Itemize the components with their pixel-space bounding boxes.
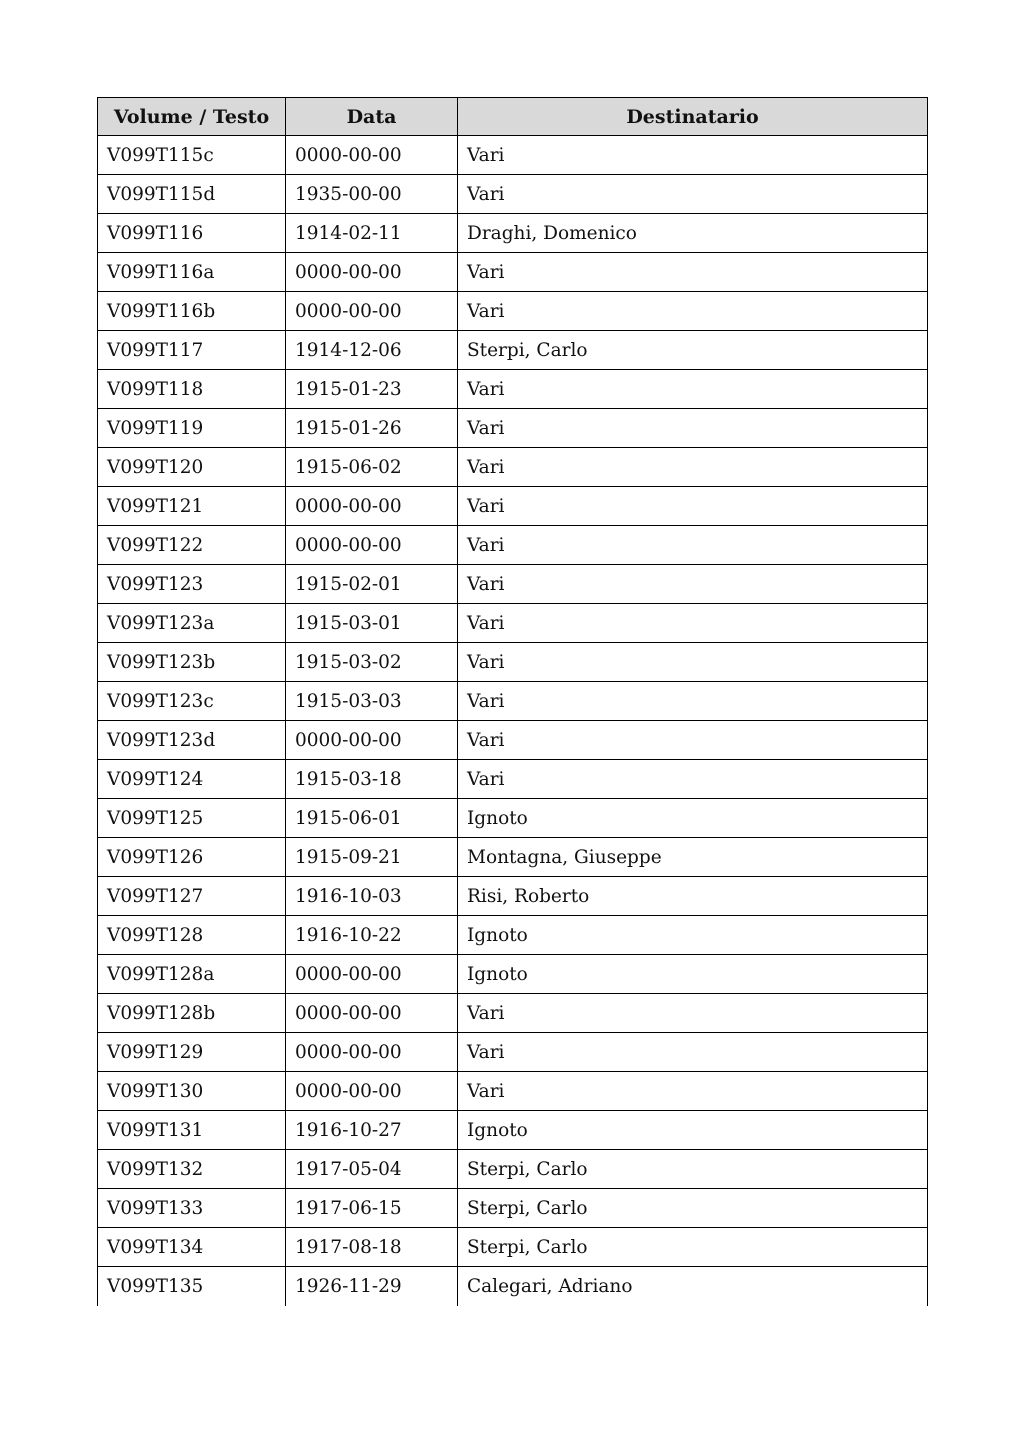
cell-volume: V099T133: [98, 1189, 286, 1228]
cell-date: 0000-00-00: [286, 487, 458, 526]
cell-date: 0000-00-00: [286, 292, 458, 331]
cell-recipient: Calegari, Adriano: [458, 1267, 928, 1306]
cell-date: 1915-03-02: [286, 643, 458, 682]
cell-date: 1917-05-04: [286, 1150, 458, 1189]
cell-date: 0000-00-00: [286, 136, 458, 175]
table-row: [98, 331, 928, 370]
cell-recipient: Vari: [458, 643, 928, 682]
table-body: [98, 136, 928, 1306]
cell-recipient: Draghi, Domenico: [458, 214, 928, 253]
column-header-date: Data: [286, 98, 458, 136]
cell-recipient: Vari: [458, 487, 928, 526]
cell-recipient: Vari: [458, 1033, 928, 1072]
cell-date: 1915-01-26: [286, 409, 458, 448]
cell-date: 0000-00-00: [286, 721, 458, 760]
table-row: [98, 994, 928, 1033]
cell-date: 1917-08-18: [286, 1228, 458, 1267]
cell-recipient: Vari: [458, 994, 928, 1033]
table-row: [98, 877, 928, 916]
table-row: [98, 1111, 928, 1150]
cell-date: 1915-09-21: [286, 838, 458, 877]
cell-volume: V099T116b: [98, 292, 286, 331]
table-row: [98, 838, 928, 877]
cell-recipient: Vari: [458, 526, 928, 565]
cell-date: 1917-06-15: [286, 1189, 458, 1228]
cell-recipient: Vari: [458, 448, 928, 487]
cell-volume: V099T127: [98, 877, 286, 916]
table-row: [98, 760, 928, 799]
cell-date: 0000-00-00: [286, 526, 458, 565]
cell-volume: V099T123c: [98, 682, 286, 721]
cell-volume: V099T125: [98, 799, 286, 838]
table-row: [98, 1189, 928, 1228]
table-row: [98, 253, 928, 292]
letters-table: [97, 97, 928, 1306]
cell-volume: V099T131: [98, 1111, 286, 1150]
cell-volume: V099T134: [98, 1228, 286, 1267]
cell-date: 0000-00-00: [286, 955, 458, 994]
cell-recipient: Vari: [458, 409, 928, 448]
cell-volume: V099T124: [98, 760, 286, 799]
cell-volume: V099T119: [98, 409, 286, 448]
cell-volume: V099T115d: [98, 175, 286, 214]
table-row: [98, 643, 928, 682]
cell-date: 0000-00-00: [286, 253, 458, 292]
cell-date: 0000-00-00: [286, 994, 458, 1033]
cell-volume: V099T129: [98, 1033, 286, 1072]
cell-recipient: Sterpi, Carlo: [458, 1150, 928, 1189]
cell-recipient: Sterpi, Carlo: [458, 331, 928, 370]
cell-recipient: Ignoto: [458, 916, 928, 955]
table-row: [98, 1033, 928, 1072]
table-row: [98, 682, 928, 721]
cell-recipient: Vari: [458, 1072, 928, 1111]
cell-recipient: Vari: [458, 175, 928, 214]
table-row: [98, 214, 928, 253]
cell-volume: V099T118: [98, 370, 286, 409]
cell-recipient: Vari: [458, 136, 928, 175]
table-row: [98, 136, 928, 175]
table-row: [98, 1150, 928, 1189]
table-row: [98, 487, 928, 526]
table-row: [98, 604, 928, 643]
cell-recipient: Vari: [458, 370, 928, 409]
cell-volume: V099T126: [98, 838, 286, 877]
cell-recipient: Montagna, Giuseppe: [458, 838, 928, 877]
cell-recipient: Ignoto: [458, 1111, 928, 1150]
table-row: [98, 526, 928, 565]
cell-recipient: Sterpi, Carlo: [458, 1228, 928, 1267]
cell-date: 1915-03-01: [286, 604, 458, 643]
cell-date: 1916-10-22: [286, 916, 458, 955]
table-row: [98, 1267, 928, 1306]
column-header-volume: Volume / Testo: [98, 98, 286, 136]
table-header-row: [98, 98, 928, 136]
cell-recipient: Vari: [458, 253, 928, 292]
cell-date: 1915-03-03: [286, 682, 458, 721]
table-row: [98, 955, 928, 994]
cell-date: 1915-02-01: [286, 565, 458, 604]
cell-volume: V099T123d: [98, 721, 286, 760]
cell-date: 0000-00-00: [286, 1072, 458, 1111]
cell-date: 1916-10-03: [286, 877, 458, 916]
cell-date: 1915-06-02: [286, 448, 458, 487]
cell-volume: V099T117: [98, 331, 286, 370]
cell-recipient: Vari: [458, 721, 928, 760]
cell-volume: V099T123: [98, 565, 286, 604]
table-row: [98, 292, 928, 331]
table-row: [98, 1072, 928, 1111]
cell-volume: V099T130: [98, 1072, 286, 1111]
cell-date: 1935-00-00: [286, 175, 458, 214]
cell-recipient: Sterpi, Carlo: [458, 1189, 928, 1228]
cell-volume: V099T128: [98, 916, 286, 955]
cell-volume: V099T122: [98, 526, 286, 565]
cell-volume: V099T132: [98, 1150, 286, 1189]
cell-date: 0000-00-00: [286, 1033, 458, 1072]
cell-volume: V099T116a: [98, 253, 286, 292]
table-row: [98, 721, 928, 760]
table-row: [98, 1228, 928, 1267]
cell-recipient: Ignoto: [458, 799, 928, 838]
cell-recipient: Vari: [458, 604, 928, 643]
table-row: [98, 565, 928, 604]
cell-date: 1914-12-06: [286, 331, 458, 370]
cell-recipient: Vari: [458, 760, 928, 799]
cell-recipient: Risi, Roberto: [458, 877, 928, 916]
cell-volume: V099T128b: [98, 994, 286, 1033]
cell-volume: V099T116: [98, 214, 286, 253]
cell-volume: V099T121: [98, 487, 286, 526]
cell-volume: V099T115c: [98, 136, 286, 175]
cell-recipient: Vari: [458, 565, 928, 604]
cell-date: 1916-10-27: [286, 1111, 458, 1150]
cell-date: 1915-06-01: [286, 799, 458, 838]
cell-volume: V099T120: [98, 448, 286, 487]
table-row: [98, 448, 928, 487]
cell-date: 1914-02-11: [286, 214, 458, 253]
table-row: [98, 370, 928, 409]
table-row: [98, 916, 928, 955]
table-row: [98, 175, 928, 214]
column-header-recipient: Destinatario: [458, 98, 928, 136]
table-row: [98, 799, 928, 838]
cell-volume: V099T135: [98, 1267, 286, 1306]
cell-recipient: Vari: [458, 682, 928, 721]
cell-volume: V099T123b: [98, 643, 286, 682]
cell-volume: V099T123a: [98, 604, 286, 643]
cell-date: 1915-03-18: [286, 760, 458, 799]
cell-recipient: Vari: [458, 292, 928, 331]
table-row: [98, 409, 928, 448]
cell-date: 1926-11-29: [286, 1267, 458, 1306]
cell-volume: V099T128a: [98, 955, 286, 994]
cell-recipient: Ignoto: [458, 955, 928, 994]
cell-date: 1915-01-23: [286, 370, 458, 409]
